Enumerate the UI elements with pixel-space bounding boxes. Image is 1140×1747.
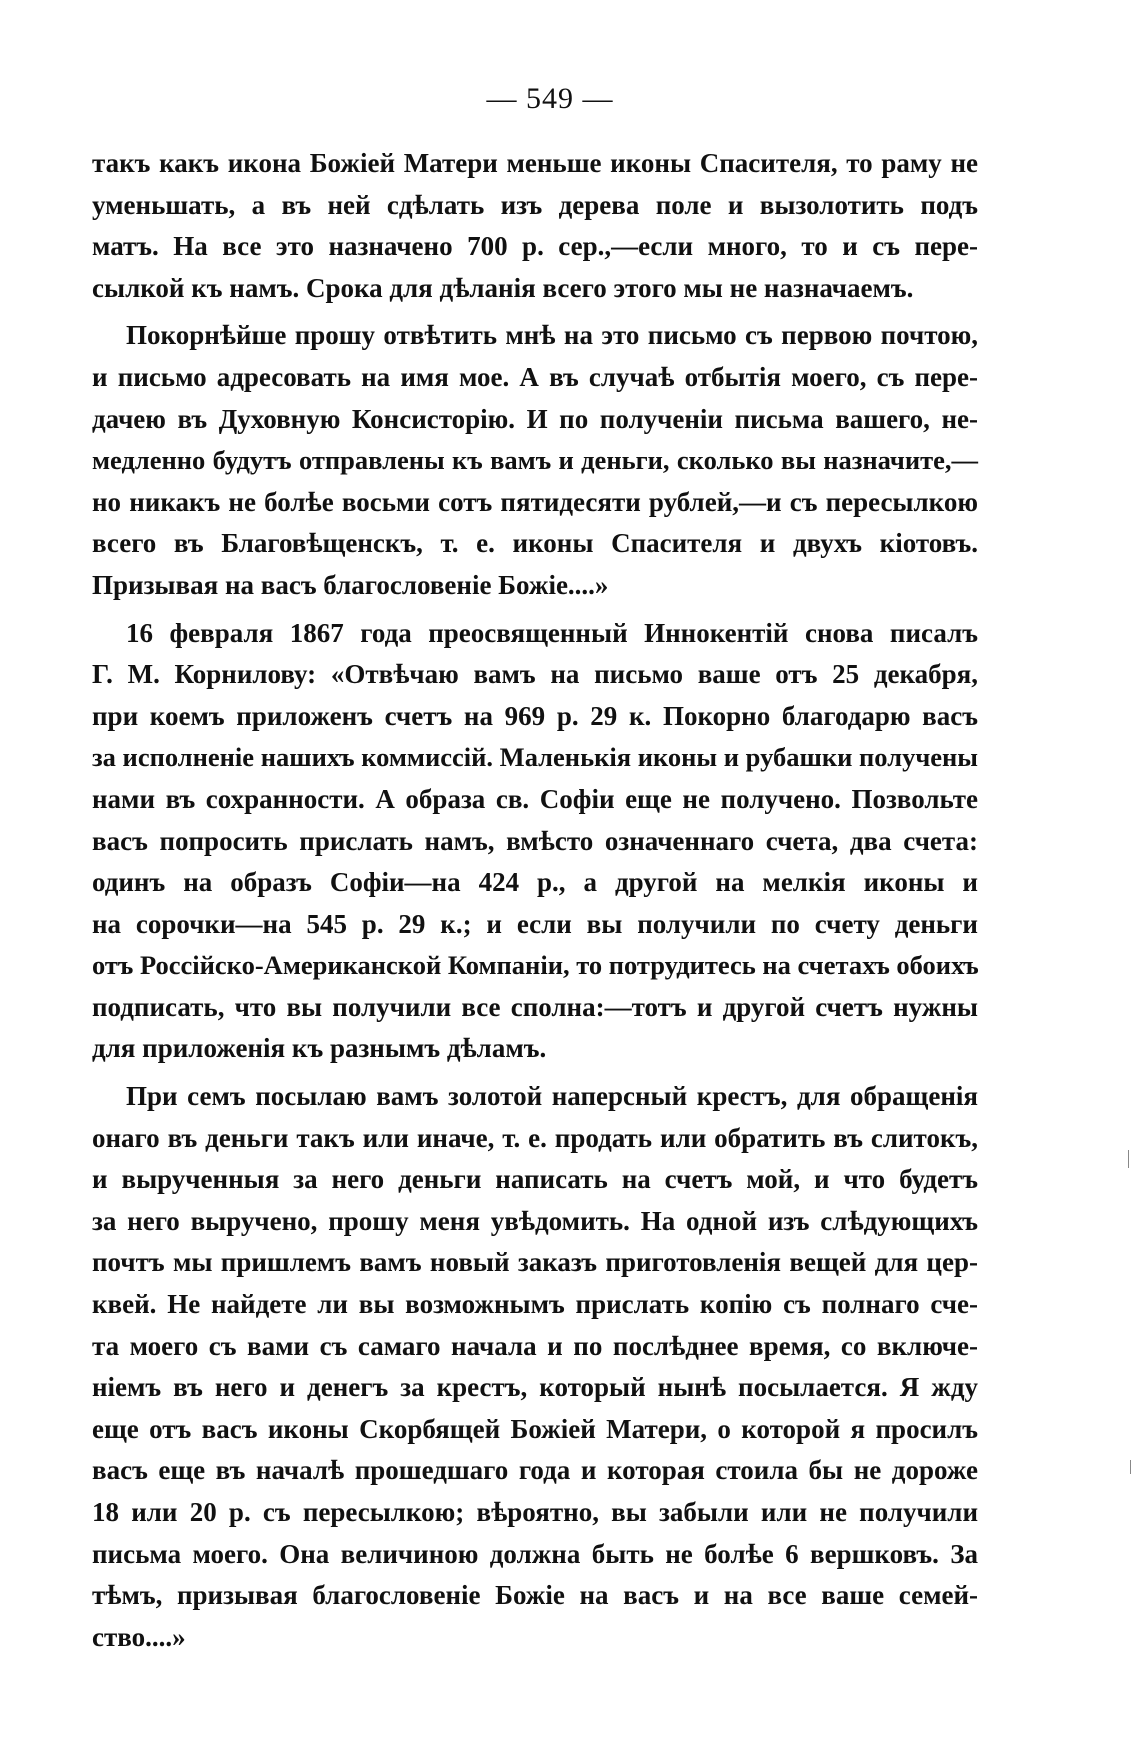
text-line: Призывая на васъ благословеніе Божіе....» xyxy=(92,569,609,600)
text-line: квей. Не найдете ли вы возможнымъ прислать копію съ полнаго сче- xyxy=(92,1289,978,1320)
paragraph xyxy=(92,1076,978,1658)
text-line: и вырученныя за него деньги написать на счетъ мой, и что будетъ xyxy=(92,1164,978,1195)
text-line: на сорочки—на 545 р. 29 к.; и если вы получили по счету деньги xyxy=(92,908,978,939)
text-line: сылкой къ намъ. Срока для дѣланія всего этого мы не назначаемъ. xyxy=(92,272,914,303)
text-line: нами въ сохранности. А образа св. Софіи еще не получено. Позвольте xyxy=(92,783,978,814)
text-line: васъ попросить прислать намъ, вмѣсто означеннаго счета, два счета: xyxy=(92,825,978,856)
text-line: Покорнѣйше прошу отвѣтить мнѣ на это письмо съ первою почтою, xyxy=(126,320,978,351)
paragraph xyxy=(92,143,978,309)
text-line: для приложенія къ разнымъ дѣламъ. xyxy=(92,1033,547,1064)
text-line: ство....» xyxy=(92,1621,186,1652)
text-line: одинъ на образъ Софіи—на 424 р., а другой на мелкія иконы и xyxy=(92,867,978,898)
text-line: такъ какъ икона Божіей Матери меньше иконы Спасителя, то раму не xyxy=(92,148,978,178)
text-line: за исполненіе нашихъ коммиссій. Маленькія иконы и рубашки получены xyxy=(92,742,978,773)
text-line: 18 или 20 р. съ пересылкою; вѣроятно, вы забыли или не получили xyxy=(92,1497,978,1527)
page-number: — 549 — xyxy=(486,82,614,115)
text-line: при коемъ приложенъ счетъ на 969 р. 29 к. Покорно благодарю васъ xyxy=(92,700,978,731)
text-line: васъ еще въ началѣ прошедшаго года и которая стоила бы не дороже xyxy=(92,1455,978,1486)
body-text xyxy=(92,143,978,1658)
text-line: уменьшать, а въ ней сдѣлать изъ дерева поле и вызолотить подъ xyxy=(92,189,978,220)
text-line: еще отъ васъ иконы Скорбящей Божіей Матери, о которой я просилъ xyxy=(92,1413,978,1444)
text-line: дачею въ Духовную Консисторію. И по полученіи письма вашего, не- xyxy=(92,403,978,434)
text-line: ніемъ въ него и денегъ за крестъ, который нынѣ посылается. Я жду xyxy=(92,1372,978,1403)
paragraph xyxy=(92,315,978,606)
text-line: подписать, что вы получили все сполна:—тотъ и другой счетъ нужны xyxy=(92,991,978,1022)
text-line: письма моего. Она величиною должна быть не болѣе 6 вершковъ. За xyxy=(92,1538,978,1569)
scan-artifact xyxy=(1128,1150,1129,1168)
paragraph xyxy=(92,613,978,1071)
scan-artifact xyxy=(1130,1460,1131,1474)
text-line: онаго въ деньги такъ или иначе, т. е. продать или обратить въ слитокъ, xyxy=(92,1122,978,1153)
text-line: за него выручено, прошу меня увѣдомить. На одной изъ слѣдующихъ xyxy=(92,1205,978,1236)
text-line: медленно будутъ отправлены къ вамъ и деньги, сколько вы назначите,— xyxy=(92,445,978,476)
text-line: Г. М. Корнилову: «Отвѣчаю вамъ на письмо ваше отъ 25 декабря, xyxy=(92,659,978,690)
text-line: всего въ Благовѣщенскъ, т. е. иконы Спасителя и двухъ кіотовъ. xyxy=(92,528,978,559)
text-line: При семъ посылаю вамъ золотой наперсный крестъ, для обращенія xyxy=(126,1081,978,1112)
text-line: 16 февраля 1867 года преосвященный Иннокентій снова писалъ xyxy=(126,617,978,648)
text-line: матъ. На все это назначено 700 р. сер.,—если много, то и съ пере- xyxy=(92,231,978,262)
text-line: и письмо адресовать на имя мое. А въ случаѣ отбытія моего, съ пере- xyxy=(92,361,978,392)
text-line: почтъ мы пришлемъ вамъ новый заказъ приготовленія вещей для цер- xyxy=(92,1247,978,1278)
text-line: та моего съ вами съ самаго начала и по послѣднее время, со включе- xyxy=(92,1330,978,1361)
text-line: отъ Россійско-Американской Компаніи, то потрудитесь на счетахъ обоихъ xyxy=(92,950,979,981)
text-line: но никакъ не болѣе восьми сотъ пятидесяти рублей,—и съ пересылкою xyxy=(92,486,978,517)
text-line: тѣмъ, призывая благословеніе Божіе на васъ и на все ваше семей- xyxy=(92,1580,978,1611)
